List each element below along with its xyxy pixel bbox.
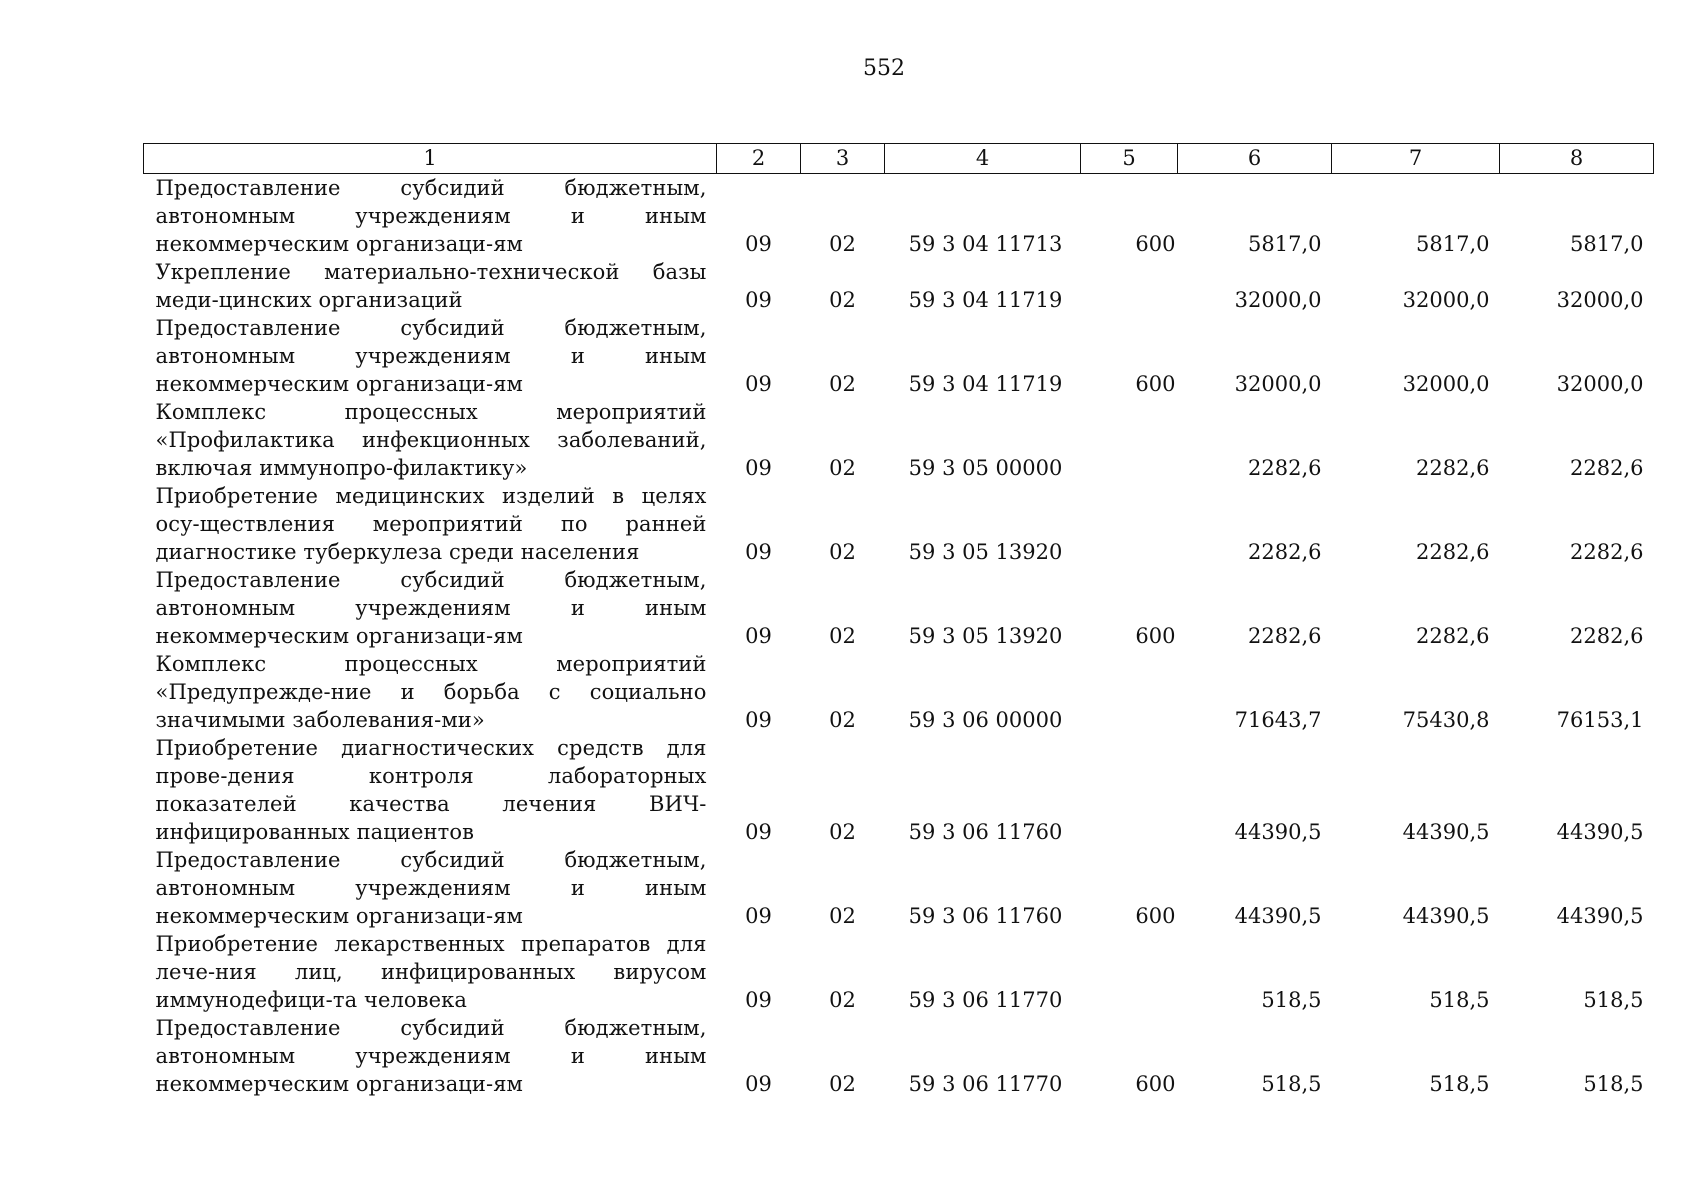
row-expense-type: 600 [1135,904,1176,928]
row-section: 09 [745,708,772,732]
row-expense-type [1081,734,1178,846]
row-amount-col7: 2282,6 [1416,540,1490,564]
row-amount-col7: 518,5 [1429,1072,1490,1096]
row-amount-col8: 32000,0 [1556,372,1644,396]
row-description: Приобретение медицинских изделий в целях осу-ществления мероприятий по ранней диагностике туберкулеза среди населения [155,484,707,564]
table-row [144,398,1654,482]
row-description: Приобретение лекарственных препаратов для лече-ния лиц, инфицированных вирусом иммунодефици-та человека [155,932,707,1012]
row-expense-type: 600 [1135,624,1176,648]
table-row [144,1014,1654,1098]
row-expense-type [1081,258,1178,314]
row-amount-col8: 76153,1 [1556,708,1644,732]
row-subsection: 02 [829,820,856,844]
row-amount-col6: 5817,0 [1248,232,1322,256]
row-target-article: 59 3 06 11770 [908,988,1063,1012]
table-row [144,314,1654,398]
header-col-5: 5 [1081,144,1178,174]
row-target-article: 59 3 06 00000 [908,708,1063,732]
header-col-2: 2 [717,144,801,174]
header-row [144,144,1654,174]
row-amount-col7: 2282,6 [1416,624,1490,648]
table-row [144,930,1654,1014]
row-subsection: 02 [829,1072,856,1096]
row-amount-col7: 518,5 [1429,988,1490,1012]
row-expense-type [1081,650,1178,734]
row-description: Комплекс процессных мероприятий «Профилактика инфекционных заболеваний, включая иммунопро-филактику» [155,400,707,480]
row-description: Предоставление субсидий бюджетным, автономным учреждениям и иным некоммерческим организаци-ям [155,568,707,648]
row-description: Предоставление субсидий бюджетным, автономным учреждениям и иным некоммерческим организаци-ям [155,316,707,396]
row-amount-col6: 2282,6 [1248,540,1322,564]
row-target-article: 59 3 06 11770 [908,1072,1063,1096]
row-amount-col8: 32000,0 [1556,288,1644,312]
row-section: 09 [745,456,772,480]
row-target-article: 59 3 06 11760 [908,904,1063,928]
row-section: 09 [745,988,772,1012]
page-number: 552 [863,56,905,81]
row-section: 09 [745,288,772,312]
budget-table [143,143,1654,1098]
row-expense-type [1081,482,1178,566]
table-row [144,482,1654,566]
row-amount-col8: 518,5 [1583,1072,1644,1096]
row-expense-type: 600 [1135,232,1176,256]
row-subsection: 02 [829,904,856,928]
row-amount-col6: 2282,6 [1248,456,1322,480]
table-row [144,174,1654,259]
row-amount-col6: 2282,6 [1248,624,1322,648]
row-expense-type [1081,930,1178,1014]
table-row [144,566,1654,650]
row-description: Комплекс процессных мероприятий «Предупрежде-ние и борьба с социально значимыми заболевания-ми» [155,652,707,732]
row-target-article: 59 3 04 11719 [908,372,1063,396]
row-expense-type: 600 [1135,372,1176,396]
row-amount-col6: 32000,0 [1234,288,1322,312]
row-amount-col7: 32000,0 [1402,288,1490,312]
row-target-article: 59 3 05 13920 [908,624,1063,648]
row-subsection: 02 [829,456,856,480]
row-amount-col6: 71643,7 [1234,708,1322,732]
table-row [144,650,1654,734]
row-description: Предоставление субсидий бюджетным, автономным учреждениям и иным некоммерческим организаци-ям [155,1016,707,1096]
row-target-article: 59 3 04 11713 [908,232,1063,256]
row-section: 09 [745,624,772,648]
row-target-article: 59 3 05 13920 [908,540,1063,564]
table-row [144,846,1654,930]
row-description: Укрепление материально-технической базы меди-цинских организаций [155,260,707,312]
row-target-article: 59 3 05 00000 [908,456,1063,480]
row-subsection: 02 [829,708,856,732]
table-row [144,258,1654,314]
header-col-4: 4 [885,144,1081,174]
row-amount-col6: 32000,0 [1234,372,1322,396]
row-amount-col8: 2282,6 [1570,624,1644,648]
row-section: 09 [745,232,772,256]
row-amount-col7: 44390,5 [1402,904,1490,928]
row-amount-col7: 44390,5 [1402,820,1490,844]
header-col-6: 6 [1178,144,1332,174]
row-amount-col8: 518,5 [1583,988,1644,1012]
row-amount-col6: 44390,5 [1234,820,1322,844]
row-target-article: 59 3 06 11760 [908,820,1063,844]
row-amount-col7: 2282,6 [1416,456,1490,480]
table-row [144,734,1654,846]
header-col-1: 1 [144,144,717,174]
header-col-3: 3 [801,144,885,174]
header-col-8: 8 [1500,144,1654,174]
row-subsection: 02 [829,540,856,564]
row-amount-col8: 2282,6 [1570,456,1644,480]
row-amount-col8: 2282,6 [1570,540,1644,564]
row-section: 09 [745,820,772,844]
row-description: Предоставление субсидий бюджетным, автономным учреждениям и иным некоммерческим организаци-ям [155,176,707,256]
row-amount-col7: 75430,8 [1402,708,1490,732]
row-amount-col8: 44390,5 [1556,820,1644,844]
row-section: 09 [745,372,772,396]
row-description: Предоставление субсидий бюджетным, автономным учреждениям и иным некоммерческим организаци-ям [155,848,707,928]
header-col-7: 7 [1332,144,1500,174]
row-section: 09 [745,540,772,564]
row-subsection: 02 [829,288,856,312]
row-section: 09 [745,1072,772,1096]
row-subsection: 02 [829,988,856,1012]
row-amount-col7: 32000,0 [1402,372,1490,396]
row-amount-col6: 44390,5 [1234,904,1322,928]
row-expense-type: 600 [1135,1072,1176,1096]
row-target-article: 59 3 04 11719 [908,288,1063,312]
row-subsection: 02 [829,624,856,648]
row-section: 09 [745,904,772,928]
row-subsection: 02 [829,232,856,256]
row-subsection: 02 [829,372,856,396]
row-amount-col8: 44390,5 [1556,904,1644,928]
row-amount-col7: 5817,0 [1416,232,1490,256]
row-amount-col8: 5817,0 [1570,232,1644,256]
row-amount-col6: 518,5 [1261,988,1322,1012]
row-amount-col6: 518,5 [1261,1072,1322,1096]
row-expense-type [1081,398,1178,482]
row-description: Приобретение диагностических средств для прове-дения контроля лабораторных показателей качества лечения ВИЧ-инфицированных пациентов [155,736,707,844]
